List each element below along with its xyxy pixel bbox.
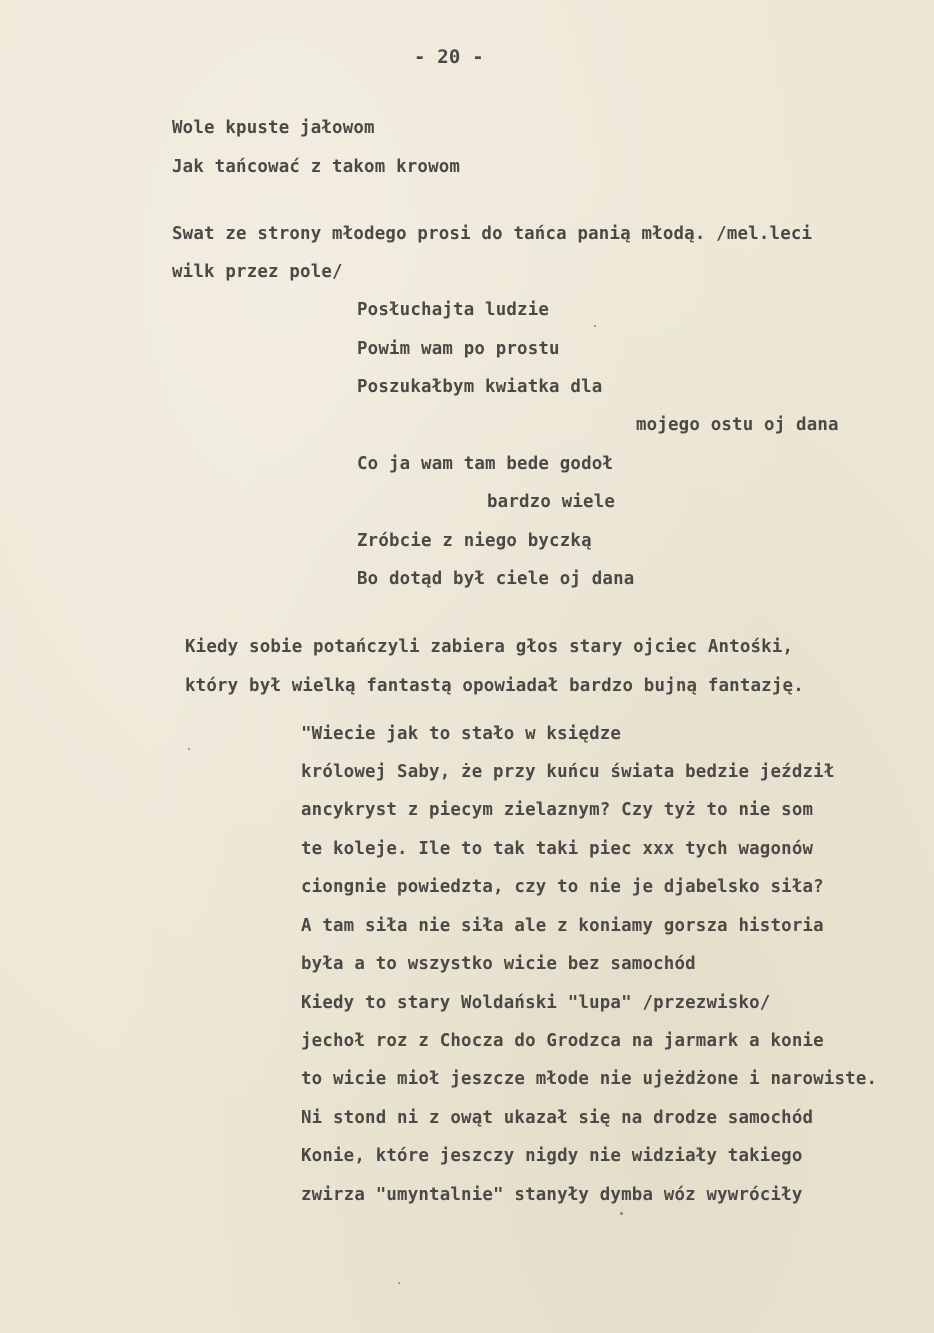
quote-line: "Wiecie jak to stało w księdze [301, 724, 622, 744]
quote-line: to wicie mioł jeszcze młode nie ujeżdżone i narowiste. [301, 1069, 878, 1089]
song-line: Co ja wam tam bede godoł [357, 454, 614, 474]
quote-line: Konie, które jeszczy nigdy nie widziały takiego [301, 1146, 803, 1166]
song-line: Zróbcie z niego byczką [357, 531, 592, 551]
song-line: Poszukałbym kwiatka dla [357, 377, 603, 397]
quote-line: A tam siła nie siła ale z koniamy gorsza historia [301, 916, 824, 936]
song-line: Posłuchajta ludzie [357, 300, 550, 320]
paper-speck [398, 1282, 400, 1284]
song-line: Powim wam po prostu [357, 339, 560, 359]
paragraph-line: Kiedy sobie potańczyli zabiera głos stary ojciec Antośki, [185, 637, 794, 657]
quote-line: zwirza "umyntalnie" stanyły dymba wóz wywróciły [301, 1185, 803, 1205]
verse-line: Jak tańcować z takom krowom [172, 157, 461, 177]
quote-line: jechoł roz z Chocza do Grodzca na jarmark a konie [301, 1031, 824, 1051]
quote-line: ancykryst z piecym zielaznym? Czy tyż to nie som [301, 800, 814, 820]
paper-speck [188, 748, 190, 750]
quote-line: królowej Saby, że przy kuńcu świata bedzie jeździł [301, 762, 835, 782]
quote-line: Ni stond ni z owąt ukazał się na drodze samochód [301, 1108, 814, 1128]
page-number: - 20 - [414, 46, 484, 68]
verse-line: Wole kpuste jałowom [172, 118, 375, 138]
song-line: Bo dotąd był ciele oj dana [357, 569, 635, 589]
quote-line: te koleje. Ile to tak taki piec xxx tych wagonów [301, 839, 814, 859]
quote-line: ciongnie powiedzta, czy to nie je djabelsko siła? [301, 877, 824, 897]
paragraph-line: wilk przez pole/ [172, 262, 343, 282]
song-line: mojego ostu oj dana [636, 415, 839, 435]
song-line: bardzo wiele [487, 492, 616, 512]
quote-line: była a to wszystko wicie bez samochód [301, 954, 696, 974]
paper-speck [594, 325, 596, 327]
paragraph-line: Swat ze strony młodego prosi do tańca panią młodą. /mel.leci [172, 224, 813, 244]
paragraph-line: który był wielką fantastą opowiadał bardzo bujną fantazję. [185, 676, 804, 696]
paper-speck [620, 1212, 623, 1215]
quote-line: Kiedy to stary Woldański "lupa" /przezwisko/ [301, 993, 771, 1013]
